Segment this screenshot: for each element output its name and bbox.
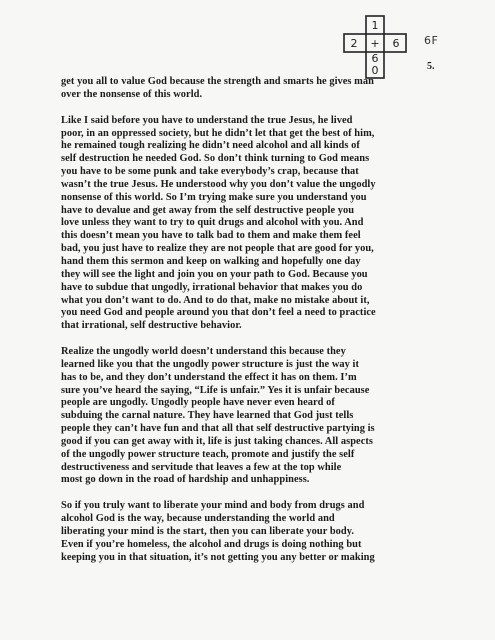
text-line: people they can’t have fun and that all that self destructive partying is [61, 423, 375, 435]
text-line: get you all to value God because the strength and smarts he gives man [61, 76, 374, 87]
text-line: people are ungodly. Ungodly people have never even heard of [61, 397, 335, 409]
text-line: keeping you in that situation, it’s not getting you any better or making [61, 551, 375, 563]
text-line: that irrational, self destructive behavior. [61, 320, 242, 332]
text-line: you need God and people around you that don’t feel a need to practice [61, 307, 376, 319]
text-line: subduing the carnal nature. They have learned that God just tells [61, 410, 354, 422]
text-line: Like I said before you have to understand the true Jesus, he lived [61, 114, 353, 126]
text-line: self destruction he needed God. So don’t think turning to God means [61, 153, 370, 165]
text-line: they will see the light and join you on your path to God. Because you [61, 268, 368, 280]
text-line: have to subdue that ungodly, irrational behavior that makes you do [61, 281, 363, 293]
text-line: destructiveness and servitude that leaves a few at the top while [61, 461, 342, 473]
paragraph [61, 500, 481, 564]
text-line: good if you can get away with it, life is just taking chances. All aspects [61, 435, 373, 447]
text-line: poor, in an oppressed society, but he didn’t let that get the best of him, [61, 127, 375, 139]
svg-text:1: 1 [371, 19, 379, 32]
text-line: alcohol God is the way, because understanding the world and [61, 513, 335, 525]
text-line: wasn’t the true Jesus. He understood why you don’t value the ungodly [61, 178, 376, 190]
text-line: most go down in the road of hardship and unhappiness. [61, 474, 310, 486]
text-line: he remained tough realizing he didn’t need alcohol and all kinds of [61, 140, 360, 152]
text-line: liberating your mind is the start, then you can liberate your body. [61, 526, 355, 537]
text-line: So if you truly want to liberate your mind and body from drugs and [61, 500, 365, 512]
text-line: Even if you’re homeless, the alcohol and drugs is doing nothing but [61, 538, 362, 550]
text-line: you have to be some punk and take everybody’s crap, because that [61, 166, 359, 178]
text-line: have to devalue and get away from the self destructive people you [61, 204, 355, 216]
text-line: what you don’t want to do. And to do that, make no mistake about it, [61, 294, 370, 306]
text-line: over the nonsense of this world. [61, 88, 203, 100]
text-line: Realize the ungodly world doesn’t understand this because they [61, 346, 346, 358]
text-line: hand them this sermon and keep on walking and hopefully one day [61, 255, 361, 267]
svg-text:+: + [370, 37, 380, 50]
handwritten-mark: 6F [424, 34, 439, 47]
svg-text:6: 6 [371, 52, 379, 65]
svg-text:6: 6 [392, 37, 400, 50]
cross-logo [342, 14, 408, 80]
text-line: bad, you just have to realize they are not people that are good for you, [61, 243, 374, 255]
text-line: learned like you that the ungodly power structure is just the way it [61, 358, 359, 370]
text-line: of the ungodly power structure teach, promote and justify the self [61, 448, 355, 460]
text-line: this doesn’t mean you have to talk bad to them and make them feel [61, 230, 361, 242]
svg-text:0: 0 [371, 64, 379, 77]
text-line: love unless they want to try to quit drugs and alcohol with you. And [61, 217, 364, 229]
text-line: nonsense of this world. So I’m trying make sure you understand you [61, 191, 367, 203]
text-line: sure you’ve heard the saying, “Life is unfair.” Yes it is unfair because [61, 384, 370, 396]
sermon-body [61, 76, 481, 578]
svg-text:2: 2 [350, 37, 358, 50]
text-line: has to be, and they don’t understand the effect it has on them. I’m [61, 371, 357, 383]
paragraph [61, 76, 481, 102]
page-number: 5. [427, 61, 435, 72]
paragraph [61, 115, 481, 333]
paragraph [61, 346, 481, 487]
